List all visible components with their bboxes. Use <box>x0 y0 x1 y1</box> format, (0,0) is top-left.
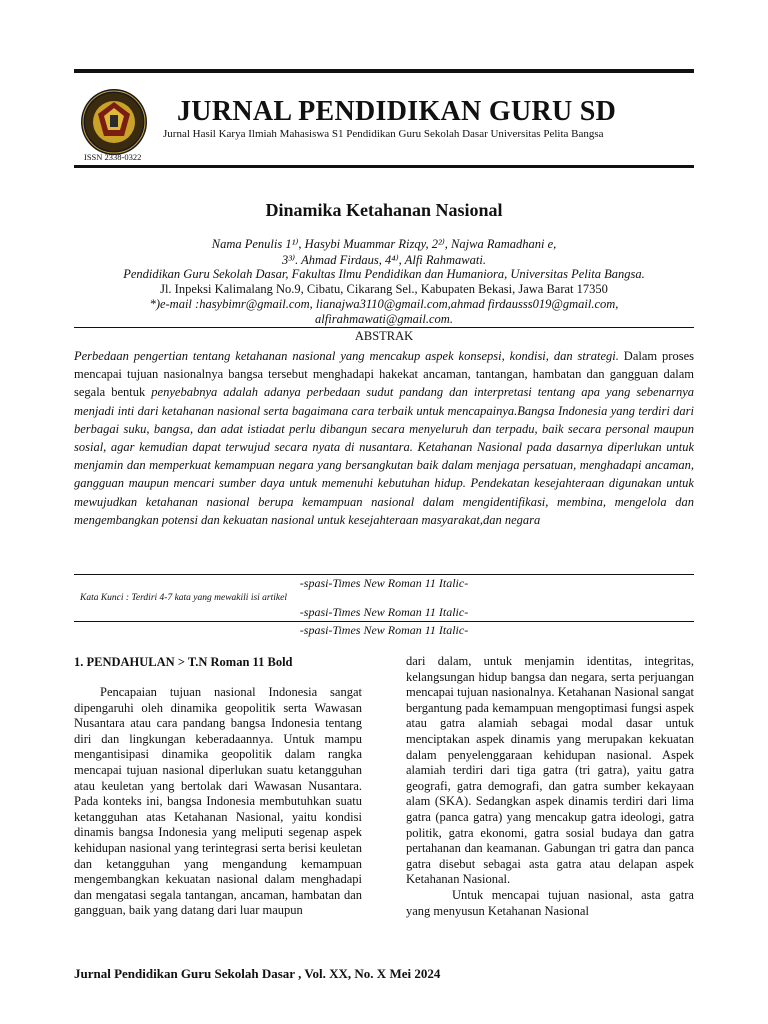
spasi-note-2: -spasi-Times New Roman 11 Italic- <box>299 605 469 619</box>
right-paragraph-2: Untuk mencapai tujuan nasional, asta gatra yang menyusun Ketahanan Nasional <box>406 887 694 918</box>
left-paragraph: Pencapaian tujuan nasional Indonesia sangat dipengaruhi oleh dinamika geopolitik serta Wawasan Nusantara atau cara pandang bangsa Indonesia tentang diri dan lingkungan keberadaannya. Untuk mampu mengantisipasi dinamika geopolitik dalam rangka mencapai tujuan nasional diperlukan suatu ketangguhan atau keuletan yang bertolak dari Wawasan Nusantara. Pada konteks ini, bangsa Indonesia membutuhkan suatu ketangguhan atas Ketahanan Nasional, yaitu kondisi dinamis bangsa Indonesia yang meliputi segenap aspek kehidupan nasional yang terintegrasi serta berisi keuletan dan ketangguhan yang mengandung kemampuan mengembangkan kekuatan nasional dalam menghadapi dan mengatasi segala tantangan, ancaman, hambatan dan gangguan, baik yang datang dari luar maupun <box>74 685 362 918</box>
abstract-top-rule <box>74 327 694 328</box>
abstract-part-3: penyebabnya adalah adanya perbedaan sudut pandang dan interpretasi tentang apa yang sebenarnya menjadi inti dari ketahanan nasional serta bagaimana cara terbaik untuk mencapainya.Bangsa Indonesia yang terdiri dari berbagai suku, bangsa, dan adat istiadat perlu dibangun secara menyeluruh dan terpadu, baik secara personal maupun sosial, agar kemudian dapat terwujud secara nyata di nusantara. Ketahanan Nasional pada dasarnya diperlukan untuk menjamin dan memperkuat kemampuan negara yang bersangkutan baik dalam menjaga persatuan, menghadapi ancaman, gangguan maupun mencari sumber daya untuk memenuhi kebutuhan hidup. Pendekatan kesejahteraan digunakan untuk mewujudkan ketahanan nasional berupa kemampuan nasional dalam mengidentifikasi, membina, mengelola dan mengembangkan potensi dan kekuatan nasional untuk kesejahteraan masyarakat,dan negara <box>74 385 694 527</box>
authors-line-2: 3³⁾. Ahmad Firdaus, 4⁴⁾, Alfi Rahmawati. <box>282 253 486 267</box>
spasi-note-1: -spasi-Times New Roman 11 Italic- <box>299 576 469 590</box>
right-paragraph-1: dari dalam, untuk menjamin identitas, integritas, kelangsungan hidup bangsa dan negara, serta perjuangan mencapai tujuan nasionalnya. Ketahanan Nasional sangat bergantung pada kemampuan mengoptimasi fungsi aspek atau gatra alamiah sebagai modal dasar untuk menciptakan aspek dinamis yang merupakan kekuatan dalam penyelenggaraan kehidupan nasional. Aspek alamiah terdiri dari tiga gatra (tri gatra), yaitu gatra geografi, gatra demografi, dan gatra sumber kekayaan alam (SKA). Sedangkan aspek dinamis terdiri dari lima gatra (panca gatra) yang mencakup gatra ideologi, gatra politik, gatra ekonomi, gatra sosial budaya dan gatra pertahanan dan keamanan. Gabungan tri gatra dan panca gatra disebut sebagai asta gatra atau delapan aspek Ketahanan Nasional. <box>406 654 694 887</box>
keywords-top-rule <box>74 574 694 575</box>
authors-line-1: Nama Penulis 1¹⁾, Hasybi Muammar Rizqy, 2²⁾, Najwa Ramadhani e, <box>211 237 557 251</box>
journal-title: JURNAL PENDIDIKAN GURU SD <box>177 96 617 127</box>
header-bottom-rule <box>74 165 694 168</box>
left-column <box>74 685 362 919</box>
kata-kunci: Kata Kunci : Terdiri 4-7 kata yang mewakili isi artikel <box>80 593 287 603</box>
header-top-rule <box>74 69 694 73</box>
issn: ISSN 2338-0322 <box>84 152 142 162</box>
abstract-label: ABSTRAK <box>354 329 414 343</box>
right-column <box>406 654 694 919</box>
abstract-part-2: Dalam proses mencapai tujuan nasionalnya bangsa tersebut menghadapi hakekat ancaman, tantangan, hambatan dan gangguan dalam segala bentuk <box>74 349 694 400</box>
article-title: Dinamika Ketahanan Nasional <box>265 200 503 220</box>
abstract-body <box>74 347 694 529</box>
abstract-part-1: Perbedaan pengertian tentang ketahanan nasional yang mencakup aspek konsepsi, kondisi, dan strategi. <box>74 349 619 363</box>
affiliation: Pendidikan Guru Sekolah Dasar, Fakultas Ilmu Pendidikan dan Humaniora, Universitas Pelita Bangsa. <box>123 267 645 281</box>
footer-citation: Jurnal Pendidikan Guru Sekolah Dasar , Vol. XX, No. X Mei 2024 <box>74 966 441 981</box>
email-line-2: alfirahmawati@gmail.com. <box>315 312 453 326</box>
university-logo <box>80 88 148 156</box>
email-line-1: *)e-mail :hasybimr@gmail.com, lianajwa3110@gmail.com,ahmad firdausss019@gmail.com, <box>149 297 619 311</box>
journal-subtitle: Jurnal Hasil Karya Ilmiah Mahasiswa S1 Pendidikan Guru Sekolah Dasar Universitas Pelita Bangsa <box>163 128 604 140</box>
address: Jl. Inpeksi Kalimalang No.9, Cibatu, Cikarang Sel., Kabupaten Bekasi, Jawa Barat 17350 <box>160 282 608 296</box>
spasi-note-3: -spasi-Times New Roman 11 Italic- <box>299 623 469 637</box>
section-heading: 1. PENDAHULAN > T.N Roman 11 Bold <box>74 655 293 669</box>
keywords-bottom-rule <box>74 621 694 622</box>
